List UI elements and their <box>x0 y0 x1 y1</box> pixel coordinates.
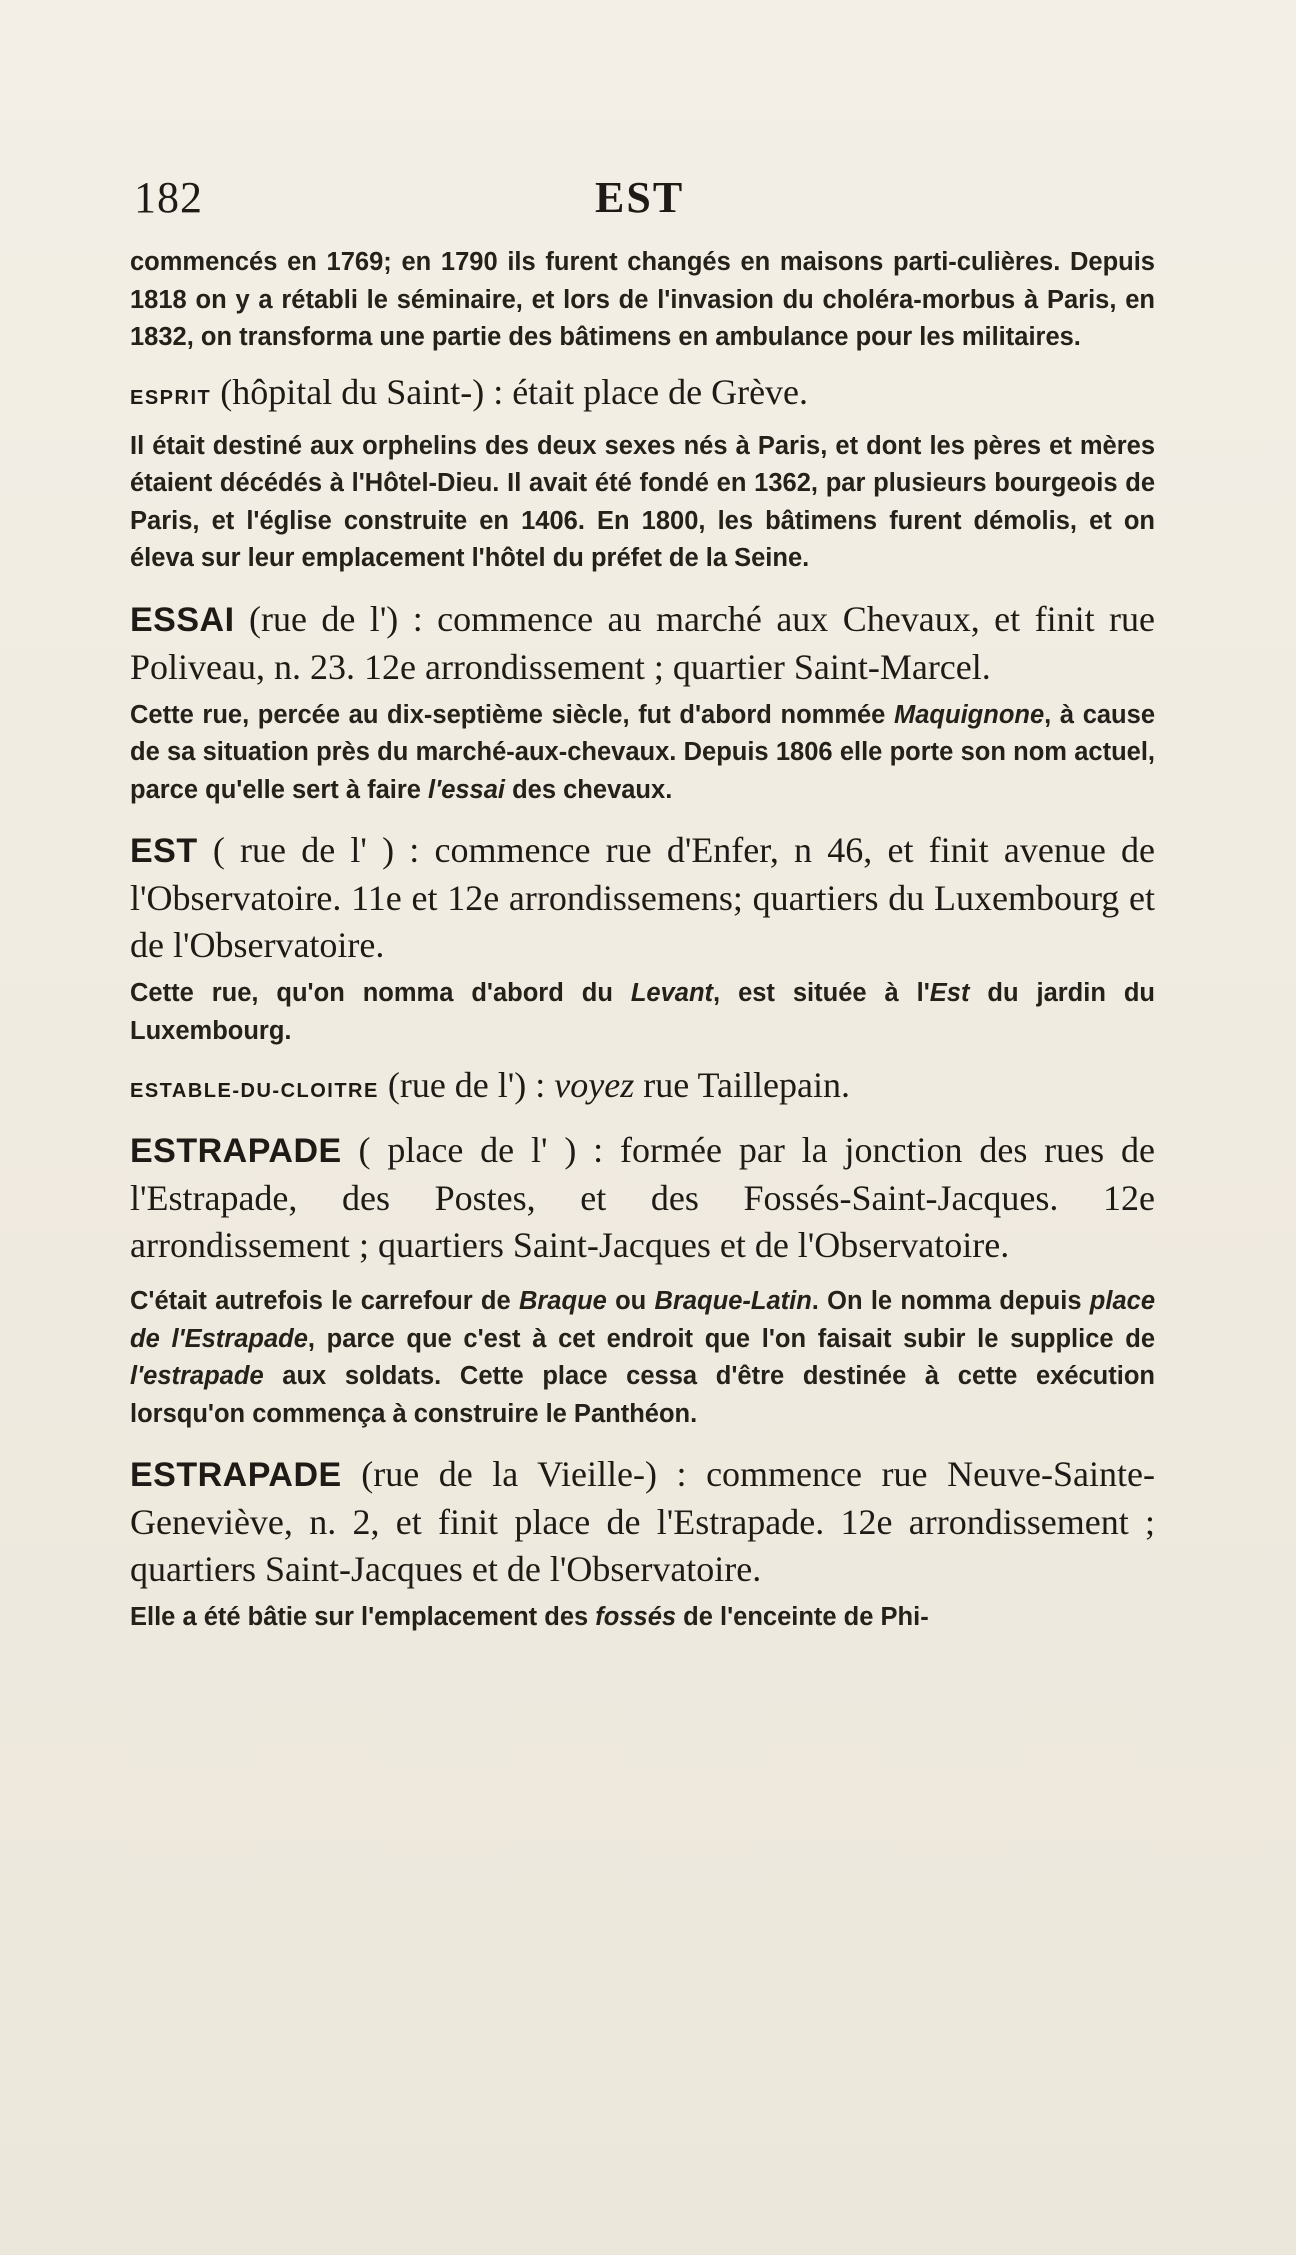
entry-main <box>130 1127 1155 1269</box>
headword: ESTRAPADE <box>130 1456 342 1494</box>
note-text: Cette rue, percée au dix-septième siècle, fut d'abord nommée <box>130 700 894 729</box>
note-italic: Levant <box>630 979 714 1007</box>
page-header <box>0 172 1296 222</box>
entry-main <box>130 369 1155 422</box>
note-text: , à cause de sa situation près du marché-aux-chevaux. Depuis 1806 elle porte son nom actuel, parce qu'elle sert à faire <box>130 700 1155 804</box>
entry-note: Il était destiné aux orphelins des deux sexes nés à Paris, et dont les pères et mères étaient décédés à l'Hôtel-Dieu. Il avait été fondé en 1362, par plusieurs bourgeois de Paris, et l'église construite en 1406. En 1800, les bâtimens furent démolis, et on éleva sur leur emplacement l'hôtel du préfet de la Seine. <box>130 431 1155 572</box>
note-text: , parce que c'est à cet endroit que l'on faisait subir le supplice de <box>307 1324 1156 1353</box>
entry-text: rue Taillepain. <box>634 1065 850 1105</box>
note-italic: Braque <box>518 1287 607 1315</box>
entry-note <box>130 1283 1155 1433</box>
page-number: 182 <box>134 173 203 222</box>
headword: ESTRAPADE <box>130 1132 342 1170</box>
entry-main <box>130 596 1155 691</box>
entry-text: (rue de la Vieille-) : commence rue Neuve-Sainte-Geneviève, n. 2, et finit place de l'Estrapade. 12e arrondissement ; quartiers Saint-Jacques et de l'Observatoire. <box>130 1454 1155 1589</box>
entry-estrapade-rue <box>130 1451 1155 1637</box>
entry-note <box>130 975 1155 1050</box>
entry-text: (hôpital du Saint-) : était place de Grève. <box>211 371 809 412</box>
entry-text: (rue de l') : <box>378 1065 555 1105</box>
note-text: aux soldats. Cette place cessa d'être destinée à cette exécution lorsqu'on commença à construire le Panthéon. <box>130 1362 1155 1428</box>
note-italic: Maquignone <box>894 700 1045 729</box>
entry-main <box>130 827 1155 969</box>
note-italic: l'estrapade <box>130 1362 264 1390</box>
note-text: ou <box>606 1287 655 1315</box>
headword: EST <box>130 832 198 870</box>
note-text: . On le nomma depuis <box>811 1287 1090 1315</box>
note-text: du jardin du Luxembourg. <box>130 979 1155 1045</box>
note-text: Elle a été bâtie sur l'emplacement des <box>130 1603 596 1631</box>
note-text: des chevaux. <box>505 775 673 804</box>
note-italic: fossés <box>595 1603 677 1631</box>
entry-text: ( rue de l' ) : commence rue d'Enfer, n 46, et finit avenue de l'Observatoire. 11e et 12e arrondissemens; quartiers du Luxembourg et de l'Observatoire. <box>130 830 1155 965</box>
entry-note <box>130 697 1155 810</box>
entry-est <box>130 827 1155 1050</box>
note-text: , est située à l' <box>713 979 930 1007</box>
entry-text: (rue de l') : commence au marché aux Chevaux, et finit rue Poliveau, n. 23. 12e arrondissement ; quartier Saint-Marcel. <box>130 598 1155 687</box>
text-column <box>130 244 1155 1637</box>
note-text: de l'enceinte de Phi- <box>676 1603 929 1631</box>
entry-note <box>130 1599 1155 1637</box>
running-head: EST <box>595 173 685 222</box>
headword: ESTABLE-DU-CLOITRE <box>130 1080 379 1102</box>
entry-main <box>130 1062 1155 1115</box>
headword: ESSAI <box>130 600 235 639</box>
entry-estrapade-place <box>130 1127 1155 1433</box>
headword: ESPRIT <box>130 386 212 409</box>
note-italic: place de l'Estrapade <box>130 1287 1156 1353</box>
continuation-paragraph: commencés en 1769; en 1790 ils furent changés en maisons parti-culières. Depuis 1818 on y a rétabli le séminaire, et lors de l'invasion du choléra-morbus à Paris, en 1832, on transforma une partie des bâtimens en ambulance pour les militaires. <box>130 248 1155 351</box>
note-text: C'était autrefois le carrefour de <box>130 1287 519 1315</box>
entry-italic: voyez <box>554 1065 635 1105</box>
note-italic: Braque-Latin <box>654 1287 812 1315</box>
entry-esprit <box>130 369 1155 578</box>
entry-essai <box>130 596 1155 810</box>
note-italic: l'essai <box>428 775 506 804</box>
note-text: Cette rue, qu'on nomma d'abord du <box>130 979 631 1007</box>
note-italic: Est <box>929 979 970 1007</box>
entry-main <box>130 1451 1155 1593</box>
entry-text: ( place de l' ) : formée par la jonction des rues de l'Estrapade, des Postes, et des Fossés-Saint-Jacques. 12e arrondissement ; quartiers Saint-Jacques et de l'Observatoire. <box>130 1130 1155 1265</box>
entry-estable-du-cloitre <box>130 1062 1155 1115</box>
